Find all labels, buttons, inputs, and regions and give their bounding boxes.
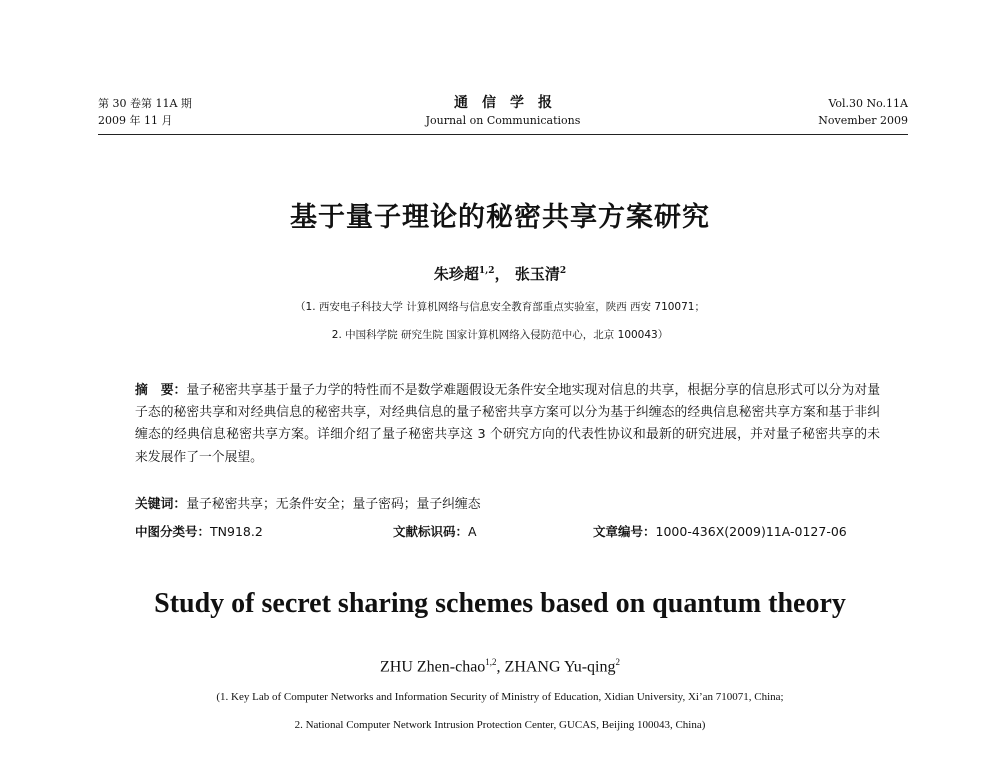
volume-issue-en: Vol.30 No.11A [828, 97, 908, 110]
header-right [818, 95, 908, 129]
paper-title-en: Study of secret sharing schemes based on quantum theory [154, 588, 846, 619]
clc-value: TN918.2 [210, 524, 263, 539]
journal-name-cn: 通信学报 [454, 95, 566, 111]
publication-date-en: November 2009 [818, 114, 908, 127]
author-affiliation-mark: 1,2 [478, 266, 495, 276]
clc-number [135, 522, 263, 540]
header-center [98, 95, 908, 129]
author-separator: ， [494, 265, 510, 283]
keywords-label: 关键词： [135, 497, 187, 512]
volume-issue-cn: 第 30 卷第 11A 期 [98, 97, 192, 110]
journal-header [98, 95, 908, 135]
header-divider [98, 134, 908, 135]
affiliation-cn-1: （1. 西安电子科技大学 计算机网络与信息安全教育部重点实验室，陕西 西安 710071； [295, 301, 705, 313]
author-name-en: ZHANG Yu-qing [504, 658, 616, 676]
article-no-label: 文章编号： [593, 524, 656, 539]
abstract-text: 量子秘密共享基于量子力学的特性而不是数学难题假设无条件安全地实现对信息的共享，根据分享的信息形式可以分为对量子态的秘密共享和对经典信息的秘密共享，对经典信息的量子秘密共享方案可以分为基于纠缠态的经典信息秘密共享方案和基于非纠缠态的经典信息秘密共享方案。详细介绍了量子秘密共享这 3 个研究方向的代表性协议和最新的研究进展，并对量子秘密共享的未来发展作了一个展望。 [135, 383, 881, 465]
author-affiliation-mark: 2 [559, 266, 567, 276]
clc-label: 中图分类号： [135, 524, 211, 539]
article-no-value: 1000-436X(2009)11A-0127-06 [655, 524, 847, 539]
abstract-label: 摘 要： [135, 383, 187, 398]
author-list-cn [0, 263, 1000, 284]
article-number [593, 522, 847, 540]
paper-title-cn: 基于量子理论的秘密共享方案研究 [290, 202, 710, 233]
doc-code-label: 文献标识码： [393, 524, 469, 539]
abstract-cn [135, 380, 880, 469]
affiliation-en-2: 2. National Computer Network Intrusion Protection Center, GUCAS, Beijing 100043, China) [294, 719, 706, 731]
journal-name-en: Journal on Communications [425, 114, 581, 127]
author-name: 朱珍超 [433, 265, 479, 283]
author-separator-en: , [496, 658, 505, 676]
publication-date-cn: 2009 年 11 月 [98, 114, 173, 127]
keywords-cn [135, 493, 481, 512]
keywords-text: 量子秘密共享；无条件安全；量子密码；量子纠缠态 [186, 497, 481, 512]
document-code [393, 522, 477, 540]
author-name-en: ZHU Zhen-chao [380, 658, 486, 676]
affiliation-cn-2: 2. 中国科学院 研究生院 国家计算机网络入侵防范中心，北京 100043） [331, 329, 669, 341]
author-name: 张玉清 [514, 265, 560, 283]
author-list-en [0, 657, 1000, 676]
author-affiliation-mark-en: 2 [615, 657, 620, 667]
affiliation-en-1: (1. Key Lab of Computer Networks and Information Security of Ministry of Education, Xidian University, Xi’an 710071, China; [216, 691, 784, 703]
doc-code-value: A [468, 524, 477, 539]
author-affiliation-mark-en: 1,2 [485, 657, 497, 667]
